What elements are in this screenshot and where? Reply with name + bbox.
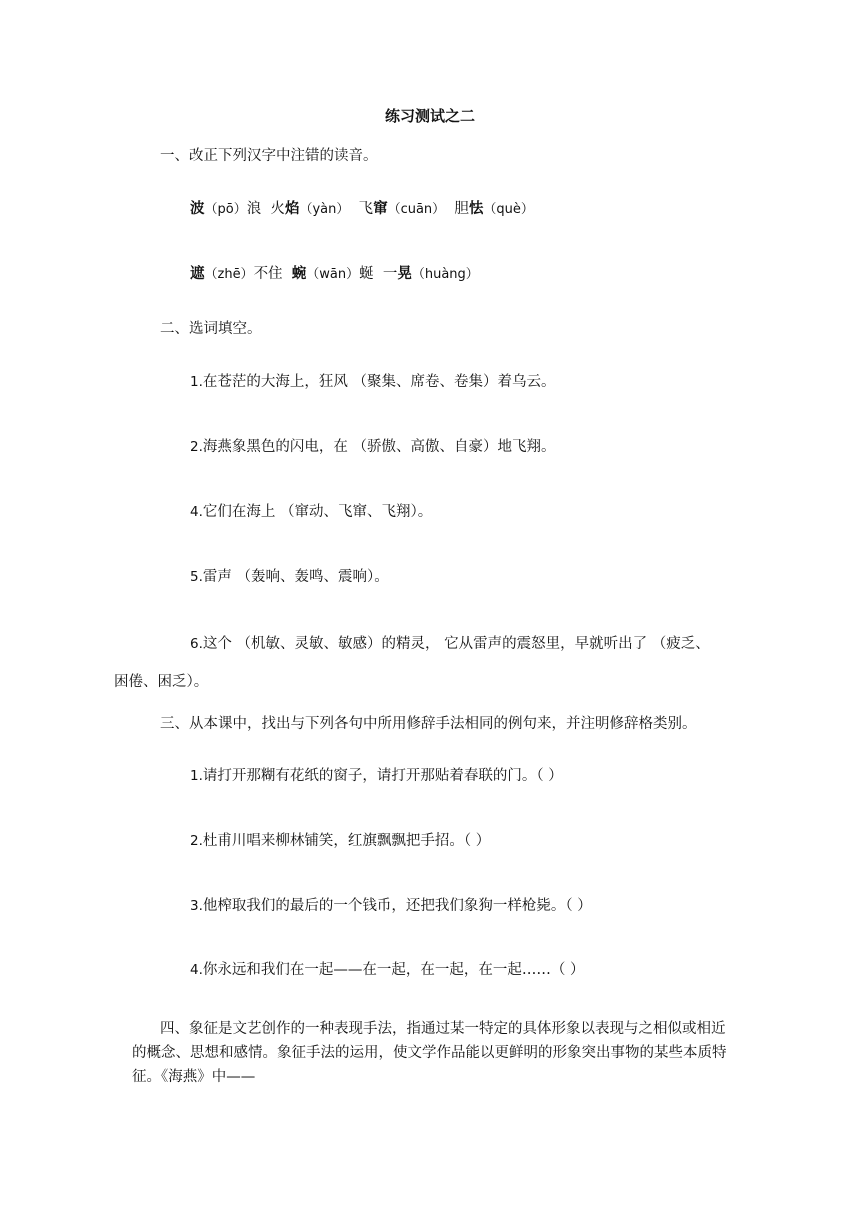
pinyin-row-1 [190,199,534,220]
rhetoric-item [190,831,490,851]
rhetoric-item [190,896,592,916]
pinyin-char: 怯 [468,200,484,217]
pinyin-context: 胆 [445,201,469,217]
pinyin-reading: （yàn） [299,202,350,217]
page-title: 练习测试之二 [384,107,475,125]
item-text: 请打开那糊有花纸的窗子，请打开那贴着春联的门。（ ） [202,768,563,784]
pinyin-char: 蜿 [291,265,307,282]
pinyin-reading: （huàng） [411,267,479,282]
item-number: 4. [190,962,203,978]
fill-blank-item-6 [190,634,710,654]
pinyin-char: 窜 [373,200,388,217]
item-text: 你永远和我们在一起——在一起，在一起，在一起……（ ） [202,962,585,978]
pinyin-context: 浪 火 [246,201,285,217]
pinyin-char: 遮 [190,265,205,282]
pinyin-context: 蜒 一 [359,266,398,282]
item-text: 在苍茫的大海上，狂风 （聚集、席卷、卷集）着乌云。 [202,374,556,390]
pinyin-char: 晃 [397,265,412,282]
item-number: 6. [190,636,203,652]
fill-blank-item [190,502,432,522]
pinyin-context: 飞 [349,201,374,217]
pinyin-reading: （què） [483,202,534,217]
item-number: 3. [190,898,203,914]
item-number: 1. [190,768,203,784]
rhetoric-item [190,960,585,980]
item-number: 1. [190,374,203,390]
item-text: 杜甫川唱来柳林铺笑，红旗飘飘把手招。（ ） [202,833,491,849]
item-text: 它们在海上 （窜动、飞窜、飞翔）。 [202,504,433,520]
item-text: 他榨取我们的最后的一个钱币，还把我们象狗一样枪毙。（ ） [202,898,592,914]
fill-blank-item [190,437,556,457]
item-number: 4. [190,504,203,520]
pinyin-char: 焰 [284,200,300,217]
pinyin-context: 不住 [253,266,292,282]
item-number: 2. [190,439,203,455]
item-number: 5. [190,569,203,585]
rhetoric-item [190,766,563,786]
fill-blank-item-6-continued: 困倦、困乏）。 [114,674,209,690]
section-3-heading: 三、从本课中，找出与下列各句中所用修辞手法相同的例句来，并注明修辞格类别。 [160,716,697,732]
section-2-heading: 二、选词填空。 [160,321,262,337]
fill-blank-item [190,567,389,587]
item-text: 海燕象黑色的闪电，在 （骄傲、高傲、自豪）地飞翔。 [202,439,556,455]
pinyin-reading: （pō） [204,202,247,217]
fill-blank-item [190,372,556,392]
section-1-heading: 一、改正下列汉字中注错的读音。 [160,148,378,164]
item-text: 雷声 （轰响、轰鸣、震响）。 [202,569,389,585]
pinyin-reading: （zhē） [204,267,254,282]
pinyin-reading: （cuān） [387,202,446,217]
pinyin-char: 波 [190,200,205,217]
pinyin-row-2 [190,264,479,285]
pinyin-reading: （wān） [306,267,360,282]
section-4-paragraph: 四、象征是文艺创作的一种表现手法，指通过某一特定的具体形象以表现与之相似或相近的概念、思想和感情。象征手法的运用，使文学作品能以更鲜明的形象突出事物的某些本质特征。《海燕》中—— [132,1021,727,1085]
item-number: 2. [190,833,203,849]
item-text: 这个 （机敏、灵敏、敏感）的精灵， 它从雷声的震怒里，早就听出了 （疲乏、 [202,636,710,652]
